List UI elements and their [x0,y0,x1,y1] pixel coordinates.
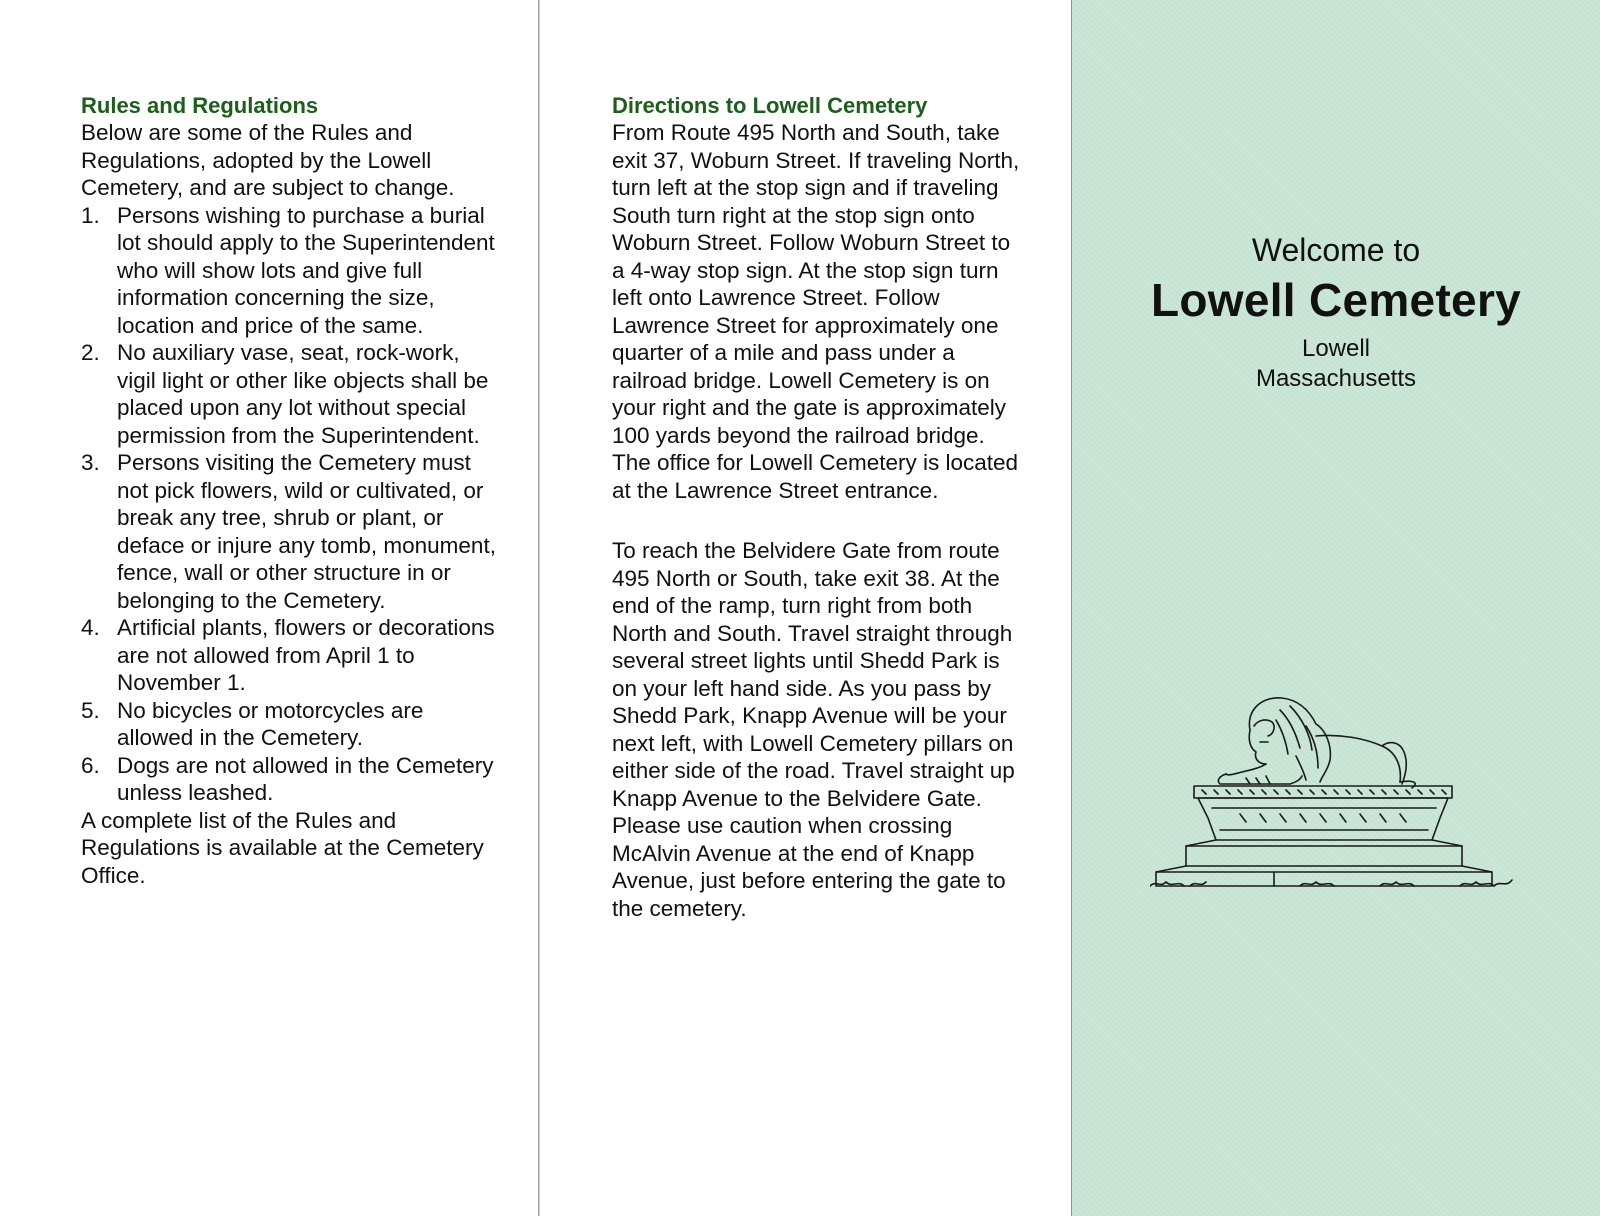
rule-number: 6. [81,752,100,778]
rule-number: 4. [81,615,100,640]
lion-monument-icon [1150,690,1530,915]
rule-number: 1. [81,202,100,228]
rule-text: Dogs are not allowed in the Cemetery unless leashed. [117,752,494,805]
rule-item [81,339,501,449]
rule-item [81,752,501,807]
directions-heading: Directions to Lowell Cemetery [612,93,928,118]
rule-item [81,449,501,614]
rule-text: Artificial plants, flowers or decorations are not allowed from April 1 to November 1. [117,615,495,695]
rule-number: 3. [81,450,100,475]
cemetery-name: Lowell Cemetery [1150,274,1522,326]
directions-paragraph-2: To reach the Belvidere Gate from route 495 North or South, take exit 38. At the end of the ramp, turn right from both North and South. Travel straight through several street lights until Shedd Park is on your left hand side. As you pass by Shedd Park, Knapp Avenue will be your next left, with Lowell Cemetery pillars on either side of the road. Travel straight up Knapp Avenue to the Belvidere Gate. Please use caution when crossing McAlvin Avenue at the end of Knapp Avenue, just before entering the gate to the cemetery. [612,538,1015,921]
rules-heading: Rules and Regulations [81,93,319,118]
rule-text: Persons wishing to purchase a burial lot should apply to the Superintendent who will show lots and give full information concerning the size, location and price of the same. [117,202,495,338]
city-name: Lowell [1301,335,1371,362]
rule-text: No auxiliary vase, seat, rock-work, vigil light or other like objects shall be placed upon any lot without special permission from the Superintendent. [117,340,489,448]
directions-paragraph-1: From Route 495 North and South, take exit 37, Woburn Street. If traveling North, turn left at the stop sign and if traveling South turn right at the stop sign onto Woburn Street. Follow Woburn Street to a 4-way stop sign. At the stop sign turn left onto Lawrence Street. Follow Lawrence Street for approximately one quarter of a mile and pass under a railroad bridge. Lowell Cemetery is on your right and the gate is approximately 100 yards beyond the railroad bridge. The office for Lowell Cemetery is located at the Lawrence Street entrance. [612,120,1020,503]
rules-intro: Below are some of the Rules and Regulations, adopted by the Lowell Cemetery, and are subject to change. [81,120,455,200]
rule-number: 5. [81,697,100,723]
rules-closing: A complete list of the Rules and Regulations is available at the Cemetery Office. [81,807,484,888]
rules-section [81,92,501,889]
rule-number: 2. [81,340,100,365]
rule-item [81,202,501,340]
rule-item [81,697,501,752]
rule-text: No bicycles or motorcycles are allowed in the Cemetery. [117,697,424,750]
rules-list [81,202,501,807]
rule-item [81,614,501,697]
rule-text: Persons visiting the Cemetery must not pick flowers, wild or cultivated, or break any tree, shrub or plant, or deface or injure any tomb, monument, fence, wall or other structure in or belonging to the Cemetery. [117,450,496,613]
state-name: Massachusetts [1255,365,1417,392]
rules-panel [0,0,540,1216]
cover-panel [1072,0,1600,1216]
directions-section [612,92,1020,922]
paragraph-spacer [612,504,1020,537]
cover-title-block [1072,230,1600,394]
welcome-text: Welcome to [1251,232,1421,268]
